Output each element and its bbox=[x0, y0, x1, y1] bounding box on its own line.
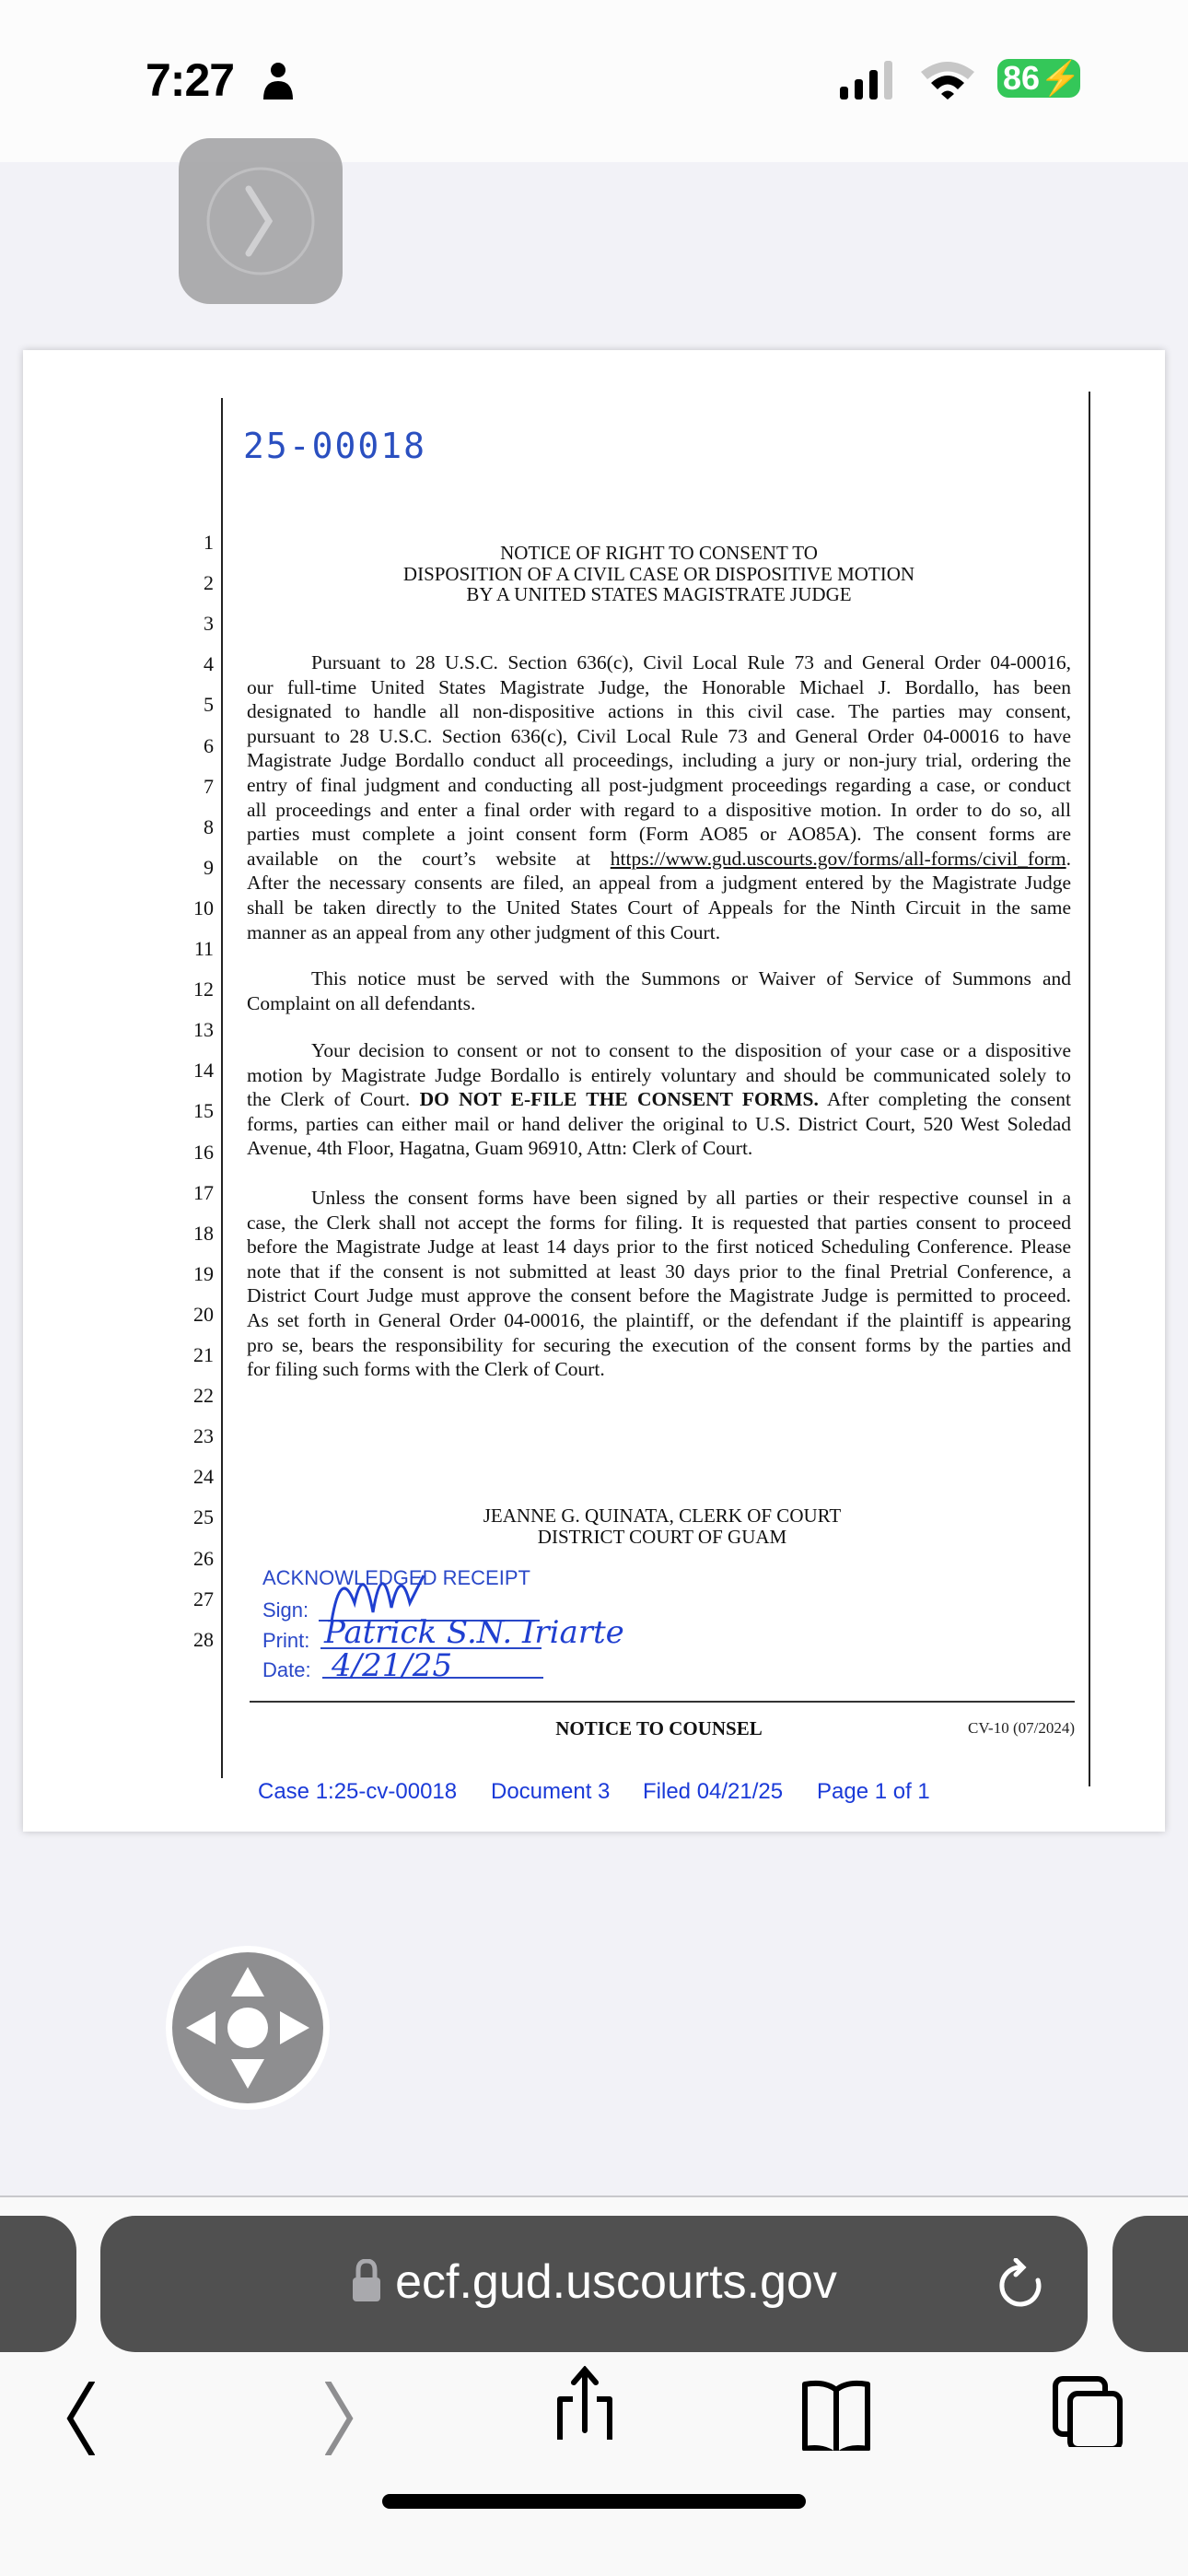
signal-icon bbox=[838, 59, 899, 100]
text-line: shall be taken directly to the United States Court of Appeals for the Ninth Circuit in the same bbox=[247, 896, 1071, 919]
line-number: 5 bbox=[204, 693, 214, 717]
line-number: 22 bbox=[193, 1384, 214, 1408]
clock: 7:27 bbox=[146, 54, 235, 106]
text-line: As set forth in General Order 04-00016, the plaintiff, or the defendant if the plaintiff is appearing bbox=[247, 1308, 1071, 1331]
text-line: Magistrate Judge Bordallo conduct all proceedings, including a jury or non-jury trial, ordering the bbox=[247, 749, 1071, 772]
court-name: DISTRICT COURT OF GUAM bbox=[537, 1525, 787, 1548]
line-number: 26 bbox=[193, 1546, 214, 1570]
line-number: 17 bbox=[193, 1180, 214, 1204]
text-line: entry of final judgment and conducting all post-judgment proceedings regarding a case, or conduct bbox=[247, 773, 1071, 796]
paragraph-1 bbox=[247, 650, 1071, 944]
text-line: note that if the consent is not submitted at least 30 days prior to the final Pretrial Conference, a bbox=[247, 1259, 1071, 1282]
lock-icon bbox=[351, 2259, 382, 2301]
reload-icon[interactable] bbox=[994, 2258, 1049, 2313]
line-number: 19 bbox=[193, 1261, 214, 1285]
address-display bbox=[100, 2254, 1088, 2310]
date-handwritten: 4/21/25 bbox=[332, 1647, 453, 1684]
line-number: 4 bbox=[204, 652, 214, 676]
right-margin-line bbox=[1089, 392, 1090, 1786]
line-number: 16 bbox=[193, 1140, 214, 1164]
footer-page: Page 1 of 1 bbox=[817, 1779, 930, 1804]
url-text: ecf.gud.uscourts.gov bbox=[395, 2255, 837, 2309]
forms-link[interactable]: https://www.gud.uscourts.gov/forms/all-forms/civil_form bbox=[610, 847, 1066, 870]
text-line: case, the Clerk shall not accept the forms for filing. It is requested that parties consent to proceed bbox=[247, 1211, 1071, 1234]
share-icon[interactable] bbox=[549, 2366, 623, 2440]
text-line: After the necessary consents are filed, an appeal from a judgment entered by the Magistrate Judge bbox=[247, 872, 1071, 895]
line-number: 11 bbox=[193, 937, 214, 960]
line-number: 7 bbox=[204, 774, 214, 798]
date-label: Date: bbox=[262, 1658, 311, 1681]
paragraph-3 bbox=[247, 1038, 1071, 1161]
footer-rule bbox=[250, 1701, 1075, 1703]
wifi-icon bbox=[919, 59, 976, 100]
text-line: parties must complete a joint consent form (Form AO85 or AO85A). The consent forms are bbox=[247, 823, 1071, 846]
footer-document: Document 3 bbox=[491, 1779, 611, 1804]
print-label: Print: bbox=[262, 1629, 310, 1652]
line-number: 23 bbox=[193, 1424, 214, 1448]
text-line: pro se, bears the responsibility for securing the execution of the consent forms by the parties and bbox=[247, 1333, 1071, 1356]
home-indicator[interactable] bbox=[382, 2494, 806, 2509]
line-number: 21 bbox=[193, 1343, 214, 1366]
back-icon[interactable] bbox=[46, 2382, 120, 2455]
case-number-stamp: 25-00018 bbox=[243, 426, 427, 466]
paragraph-2 bbox=[247, 966, 1071, 1015]
form-code: CV-10 (07/2024) bbox=[967, 1719, 1075, 1737]
text-line: motion by Magistrate Judge Bordallo is entirely voluntary and should be communicated solely to bbox=[247, 1063, 1071, 1086]
text-line: designated to handle all non-dispositive actions in this civil case. The parties may consent, bbox=[247, 700, 1071, 723]
line-number: 25 bbox=[193, 1505, 214, 1529]
ack-heading: ACKNOWLEDGED RECEIPT bbox=[262, 1566, 530, 1589]
scroll-dpad[interactable] bbox=[166, 1946, 330, 2110]
text-line: District Court Judge must approve the consent before the Magistrate Judge is permitted to proceed. bbox=[247, 1284, 1071, 1307]
line-number: 24 bbox=[193, 1465, 214, 1489]
battery-indicator bbox=[997, 59, 1080, 98]
line-number: 3 bbox=[204, 612, 214, 636]
text-line: Complaint on all defendants. bbox=[247, 991, 476, 1014]
title-line: NOTICE OF RIGHT TO CONSENT TO bbox=[500, 542, 818, 564]
line-number: 6 bbox=[204, 733, 214, 757]
line-number: 20 bbox=[193, 1302, 214, 1326]
line-number: 8 bbox=[204, 814, 214, 838]
charging-bolt-icon: ⚡ bbox=[1040, 59, 1081, 97]
sign-label: Sign: bbox=[262, 1598, 309, 1622]
previous-tab-pill[interactable] bbox=[0, 2216, 76, 2352]
text-line: pursuant to 28 U.S.C. Section 636(c), Civil Local Rule 73 and General Order 04-00016 to have bbox=[247, 724, 1071, 747]
text-line: our full-time United States Magistrate Judge, the Honorable Michael J. Bordallo, has been bbox=[247, 675, 1071, 698]
line-number: 10 bbox=[193, 896, 214, 919]
line-number: 18 bbox=[193, 1221, 214, 1245]
forward-page-button[interactable] bbox=[179, 138, 343, 304]
tabs-icon[interactable] bbox=[1050, 2373, 1124, 2447]
battery-level: 86 bbox=[1003, 59, 1041, 97]
line-number: 9 bbox=[204, 855, 214, 879]
text-line: Pursuant to 28 U.S.C. Section 636(c), Civil Local Rule 73 and General Order 04-00016, bbox=[311, 651, 1071, 673]
line-number: 12 bbox=[193, 978, 214, 1001]
text-line: for filing such forms with the Clerk of Court. bbox=[247, 1358, 605, 1381]
text-line: This notice must be served with the Summons or Waiver of Service of Summons and bbox=[311, 967, 1071, 989]
text-line: available on the court’s website at https://www.gud.uscourts.gov/forms/all-forms/civil_form. bbox=[247, 847, 1071, 870]
line-number: 28 bbox=[193, 1627, 214, 1651]
title-line: BY A UNITED STATES MAGISTRATE JUDGE bbox=[466, 583, 852, 605]
address-bar[interactable] bbox=[100, 2216, 1088, 2352]
next-tab-pill[interactable] bbox=[1112, 2216, 1188, 2352]
left-margin-line bbox=[221, 398, 223, 1778]
text-line: Avenue, 4th Floor, Hagatna, Guam 96910, Attn: Clerk of Court. bbox=[247, 1137, 753, 1160]
line-number: 2 bbox=[204, 571, 214, 595]
text-line: forms, parties can either mail or hand deliver the original to U.S. District Court, 520 West Soledad bbox=[247, 1112, 1071, 1135]
line-number: 15 bbox=[193, 1099, 214, 1123]
text-line: Unless the consent forms have been signed by all parties or their respective counsel in a bbox=[311, 1187, 1071, 1209]
printed-name-handwritten: Patrick S.N. Iriarte bbox=[324, 1614, 624, 1651]
forward-icon[interactable] bbox=[304, 2382, 378, 2455]
line-number: 27 bbox=[193, 1587, 214, 1610]
document-title bbox=[247, 543, 1071, 605]
text-line: before the Magistrate Judge at least 14 days prior to the first noticed Scheduling Conference. Please bbox=[247, 1235, 1071, 1259]
bookmarks-icon[interactable] bbox=[798, 2377, 871, 2451]
line-number: 1 bbox=[204, 531, 214, 554]
line-number: 14 bbox=[193, 1059, 214, 1083]
clerk-signature-block bbox=[247, 1505, 1077, 1547]
chevron-right-circle-icon bbox=[179, 138, 343, 304]
text-span: After completing the consent bbox=[827, 1088, 1071, 1111]
text-span: available on the court’s website at bbox=[247, 847, 591, 870]
person-icon bbox=[260, 61, 297, 100]
line-number: 13 bbox=[193, 1018, 214, 1042]
clerk-name: JEANNE G. QUINATA, CLERK OF COURT bbox=[483, 1505, 842, 1527]
dpad-arrows-icon bbox=[166, 1946, 330, 2110]
paragraph-4 bbox=[247, 1186, 1071, 1382]
text-line: manner as an appeal from any other judgment of this Court. bbox=[247, 920, 721, 943]
notice-to-counsel: NOTICE TO COUNSEL bbox=[555, 1717, 763, 1739]
footer-filed: Filed 04/21/25 bbox=[643, 1779, 784, 1804]
text-line: Your decision to consent or not to consent to the disposition of your case or a dispositive bbox=[311, 1039, 1071, 1061]
footer-case: Case 1:25-cv-00018 bbox=[258, 1779, 458, 1804]
bold-warning: DO NOT E-FILE THE CONSENT FORMS. bbox=[419, 1088, 819, 1111]
text-line: all proceedings and enter a final order with regard to a dispositive motion. In order to do so, all bbox=[247, 798, 1071, 821]
text-span: the Clerk of Court. bbox=[247, 1088, 411, 1111]
text-line bbox=[247, 1087, 1071, 1112]
title-line: DISPOSITION OF A CIVIL CASE OR DISPOSITIVE MOTION bbox=[402, 562, 915, 585]
